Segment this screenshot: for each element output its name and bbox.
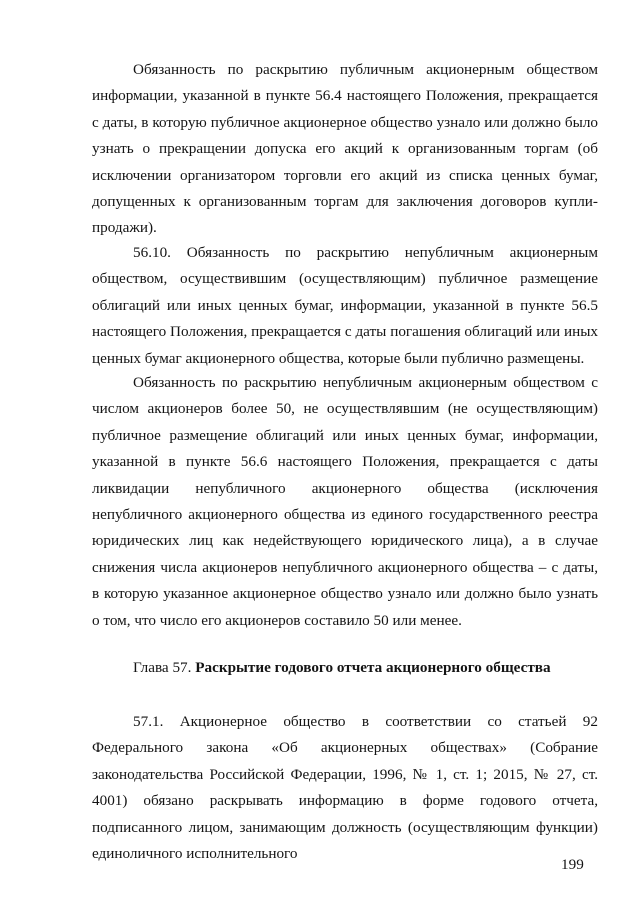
page-number: 199 — [561, 856, 584, 873]
chapter-heading-title: Раскрытие годового отчета акционерного общества — [195, 659, 551, 676]
paragraph-disclosure-non-public-company: Обязанность по раскрытию непубличным акционерным обществом с числом акционеров более 50, не осуществлявшим (не осуществляющим) публичное размещение облигаций или иных ценных бумаг, информации, указанной в пункте 56.6 настоящего Положения, прекращается с даты ликвидации непубличного акционерного общества (исключения непубличного акционерного общества из единого государственного реестра юридических лиц как недействующего юридического лица), а в случае снижения числа акционеров непубличного акционерного общества – с даты, в которую указанное акционерное общество узнало или должно было узнать о том, что число его акционеров составило 50 или менее. — [92, 374, 598, 629]
chapter-heading — [92, 655, 598, 681]
paragraph-56-10: 56.10. Обязанность по раскрытию непубличным акционерным обществом, осуществившим (осуществляющим) публичное размещение облигаций или иных ценных бумаг, информации, указанной в пункте 56.5 настоящего Положения, прекращается с даты погашения облигаций или иных ценных бумаг акционерного общества, которые были публично размещены. — [92, 244, 598, 367]
paragraph-disclosure-public-company: Обязанность по раскрытию публичным акционерным обществом информации, указанной в пункте 56.4 настоящего Положения, прекращается с даты, в которую публичное акционерное общество узнало или должно было узнать о прекращении допуска его акций к организованным торгам (об исключении организатором торговли его акций из списка ценных бумаг, допущенных к организованным торгам для заключения договоров купли-продажи). — [92, 61, 598, 237]
chapter-heading-prefix: Глава 57. — [133, 659, 196, 676]
paragraph-57-1: 57.1. Акционерное общество в соответствии со статьей 92 Федерального закона «Об акционерных обществах» (Собрание законодательства Российской Федерации, 1996, № 1, ст. 1; 2015, № 27, ст. 4001) обязано раскрывать информацию в форме годового отчета, подписанного лицом, занимающим должность (осуществляющим функции) единоличного исполнительного — [92, 713, 598, 863]
